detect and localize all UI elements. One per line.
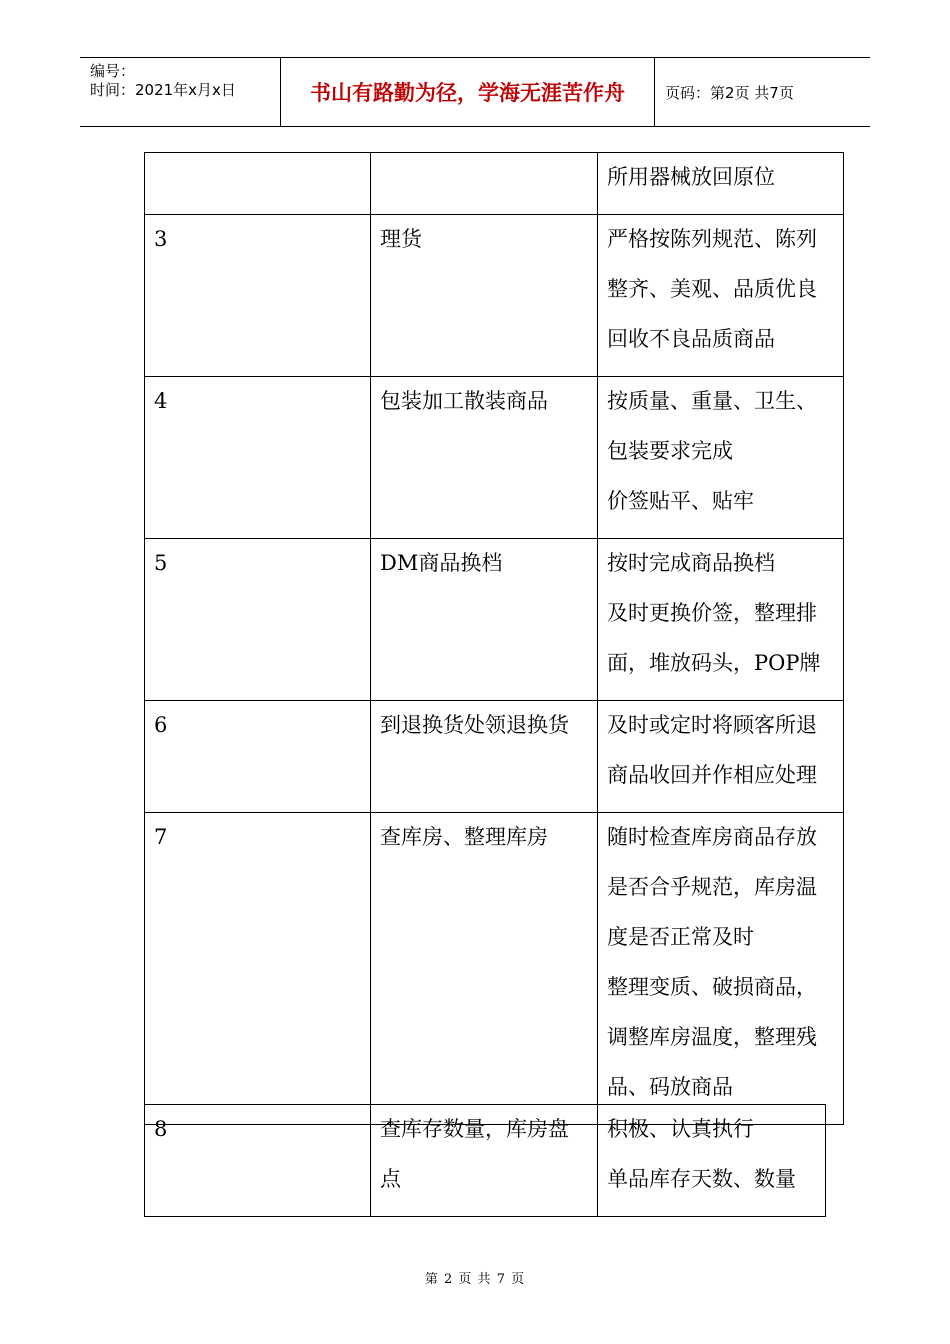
row-number: 6	[154, 713, 168, 737]
header-meta	[80, 58, 281, 126]
standard-cell	[598, 813, 844, 1125]
task-cell	[371, 539, 598, 701]
row-number: 4	[154, 389, 168, 413]
standard-text-line: 调整库房温度，整理残	[607, 1025, 817, 1049]
task-text-line: 理货	[380, 227, 422, 251]
table-row	[145, 377, 844, 539]
standard-cell	[598, 215, 844, 377]
duty-table	[144, 152, 844, 1125]
header-page-info: 页码：第2页 共7页	[665, 83, 794, 102]
standard-cell	[598, 701, 844, 813]
task-cell	[371, 701, 598, 813]
task-text-line: 包装加工散装商品	[380, 389, 548, 413]
standard-text-line: 度是否正常及时	[607, 925, 754, 949]
standard-cell	[598, 1105, 826, 1217]
standard-text-line: 积极、认真执行	[607, 1117, 754, 1141]
standard-text-line: 品、码放商品	[607, 1075, 733, 1099]
standard-text-line: 按时完成商品换档	[607, 551, 775, 575]
row-number: 3	[154, 227, 168, 251]
duty-table-continued	[144, 1104, 826, 1217]
standard-text-line: 是否合乎规范，库房温	[607, 875, 817, 899]
table-row	[145, 701, 844, 813]
table-row	[145, 539, 844, 701]
standard-text-line: 及时更换价签，整理排	[607, 601, 817, 625]
task-text-line: DM商品换档	[380, 551, 503, 575]
row-number-cell	[145, 701, 371, 813]
task-cell	[371, 377, 598, 539]
row-number: 5	[154, 551, 168, 575]
header-motto: 书山有路勤为径，学海无涯苦作舟	[281, 58, 655, 126]
standard-text-line: 整齐、美观、品质优良	[607, 277, 817, 301]
standard-cell	[598, 153, 844, 215]
standard-text-line: 单品库存天数、数量	[607, 1167, 796, 1191]
row-number-cell	[145, 377, 371, 539]
table-row	[145, 215, 844, 377]
task-cell	[371, 1105, 598, 1217]
standard-text-line: 整理变质、破损商品，	[607, 975, 817, 999]
standard-cell	[598, 377, 844, 539]
task-cell	[371, 153, 598, 215]
standard-text-line: 价签贴平、贴牢	[607, 489, 754, 513]
task-cell	[371, 813, 598, 1125]
task-text-line: 查库房、整理库房	[380, 825, 548, 849]
standard-text-line: 商品收回并作相应处理	[607, 763, 817, 787]
document-time-label: 时间：2021年x月x日	[90, 81, 236, 99]
standard-text-line: 及时或定时将顾客所退	[607, 713, 817, 737]
standard-text-line: 面，堆放码头，POP牌	[607, 651, 821, 675]
standard-text-line: 回收不良品质商品	[607, 327, 775, 351]
task-text-line: 点	[380, 1167, 401, 1191]
task-text-line	[380, 164, 589, 214]
document-number-label: 编号：	[90, 62, 136, 80]
row-number-cell	[145, 153, 371, 215]
row-number-cell	[145, 539, 371, 701]
standard-text-line: 所用器械放回原位	[607, 165, 775, 189]
row-number-cell	[145, 813, 371, 1125]
table-row	[145, 1105, 826, 1217]
task-cell	[371, 215, 598, 377]
page-footer: 第 2 页 共 7 页	[424, 1272, 526, 1287]
page-header	[80, 57, 870, 127]
task-text-line: 查库存数量，库房盘	[380, 1117, 569, 1141]
standard-cell	[598, 539, 844, 701]
standard-text-line: 随时检查库房商品存放	[607, 825, 817, 849]
standard-text-line: 包装要求完成	[607, 439, 733, 463]
row-number: 7	[154, 825, 168, 849]
standard-text-line: 按质量、重量、卫生、	[607, 389, 817, 413]
row-number-cell	[145, 1105, 371, 1217]
row-number: 8	[154, 1117, 168, 1141]
row-number	[154, 164, 362, 214]
row-number-cell	[145, 215, 371, 377]
table-row	[145, 153, 844, 215]
standard-text-line: 严格按陈列规范、陈列	[607, 227, 817, 251]
task-text-line: 到退换货处领退换货	[380, 713, 569, 737]
table-row	[145, 813, 844, 1125]
